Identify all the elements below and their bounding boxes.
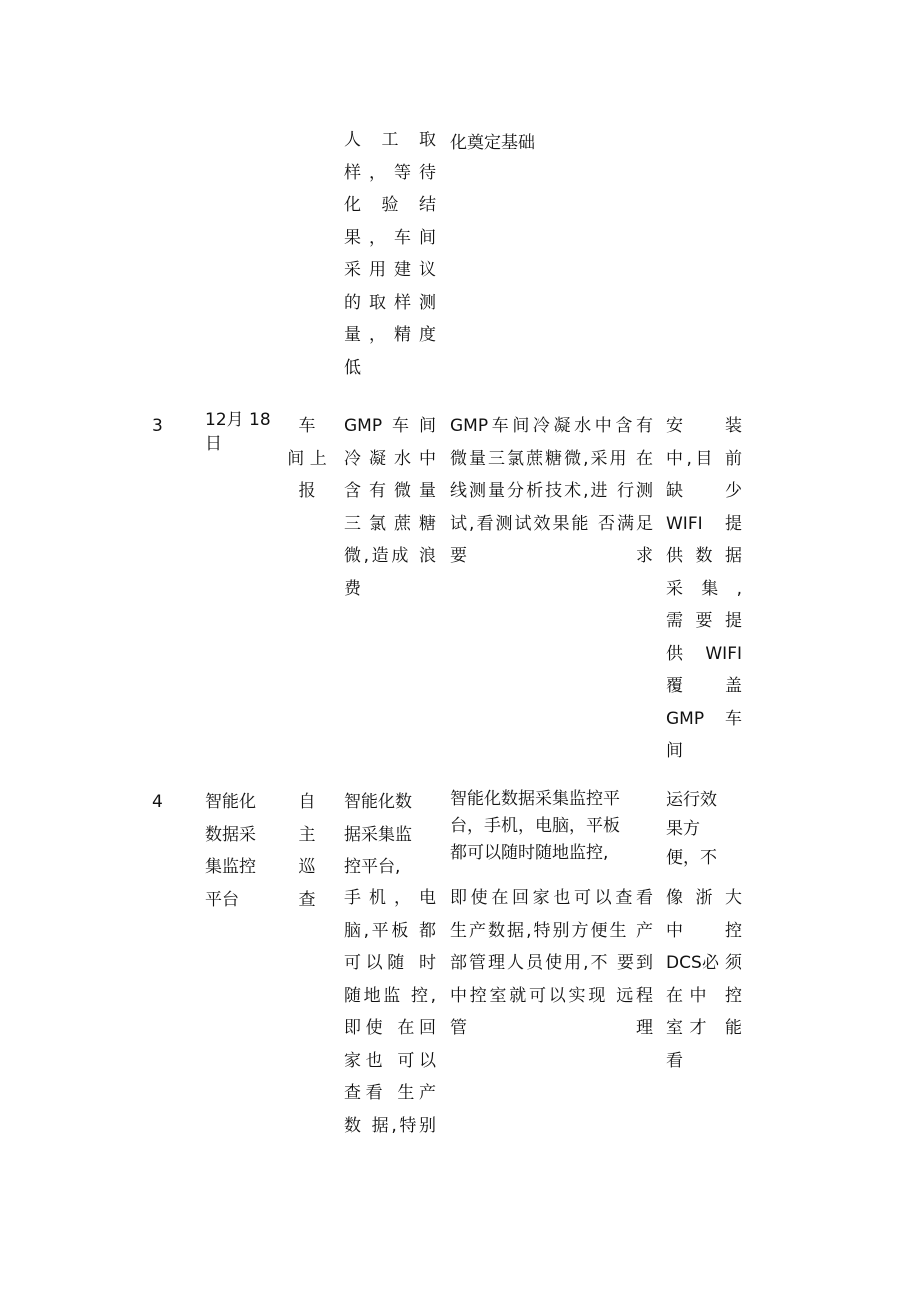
- solution-cell-part-1: 智能化数据采集监控平 台，手机，电脑，平板 都可以随时随地监控,: [450, 789, 620, 863]
- row-number: 3: [152, 416, 163, 436]
- problem-cell-part-2: 手机，电 脑,平板 都 可以随 时 随地监 控, 即使 在回 家也 可以 查看 生产 数 据,特别: [344, 888, 436, 1136]
- problem-cell: GMP车间 冷凝水中 含有微量 三氯蔗糖 微,造成 浪 费: [344, 416, 436, 599]
- problem-cell: 人工取 样，等待 化验结 果，车间 采用建议 的取样测 量，精度 低: [344, 130, 436, 378]
- solution-cell: GMP车间冷凝水中含有 微量三氯蔗糖微,采用 在 线测量分析技术,进 行测 试,看测试效果能 否满足 要求: [450, 416, 653, 566]
- status-cell-part-1: 运行效 果方 便，不: [666, 790, 717, 868]
- problem-cell-part-1: 智能化数 据采集监 控平台,: [344, 792, 412, 877]
- status-cell: 安装 中,目 前 缺少 WIFI 提 供数据 采集, 需要提 供 WIFI 覆盖 GMP车 间: [666, 416, 742, 761]
- source-cell: 车 间 上 报: [287, 416, 327, 501]
- row-number: 4: [152, 792, 163, 812]
- solution-cell: 化奠定基础: [450, 133, 535, 153]
- solution-cell-part-2: 即使在回家也可以查看 生产数据,特别方便生 产 部管理人员使用,不 要到 中控室就可以实现 远程 管理: [450, 888, 653, 1038]
- date-cell: 12月 18 日: [205, 410, 271, 454]
- date-cell: 智能化 数据采 集监控 平台: [205, 792, 256, 910]
- source-cell: 自 主 巡 查: [298, 792, 316, 910]
- status-cell-part-2: 像浙大 中控 DCS必 须 在中 控 室才 能 看: [666, 888, 742, 1071]
